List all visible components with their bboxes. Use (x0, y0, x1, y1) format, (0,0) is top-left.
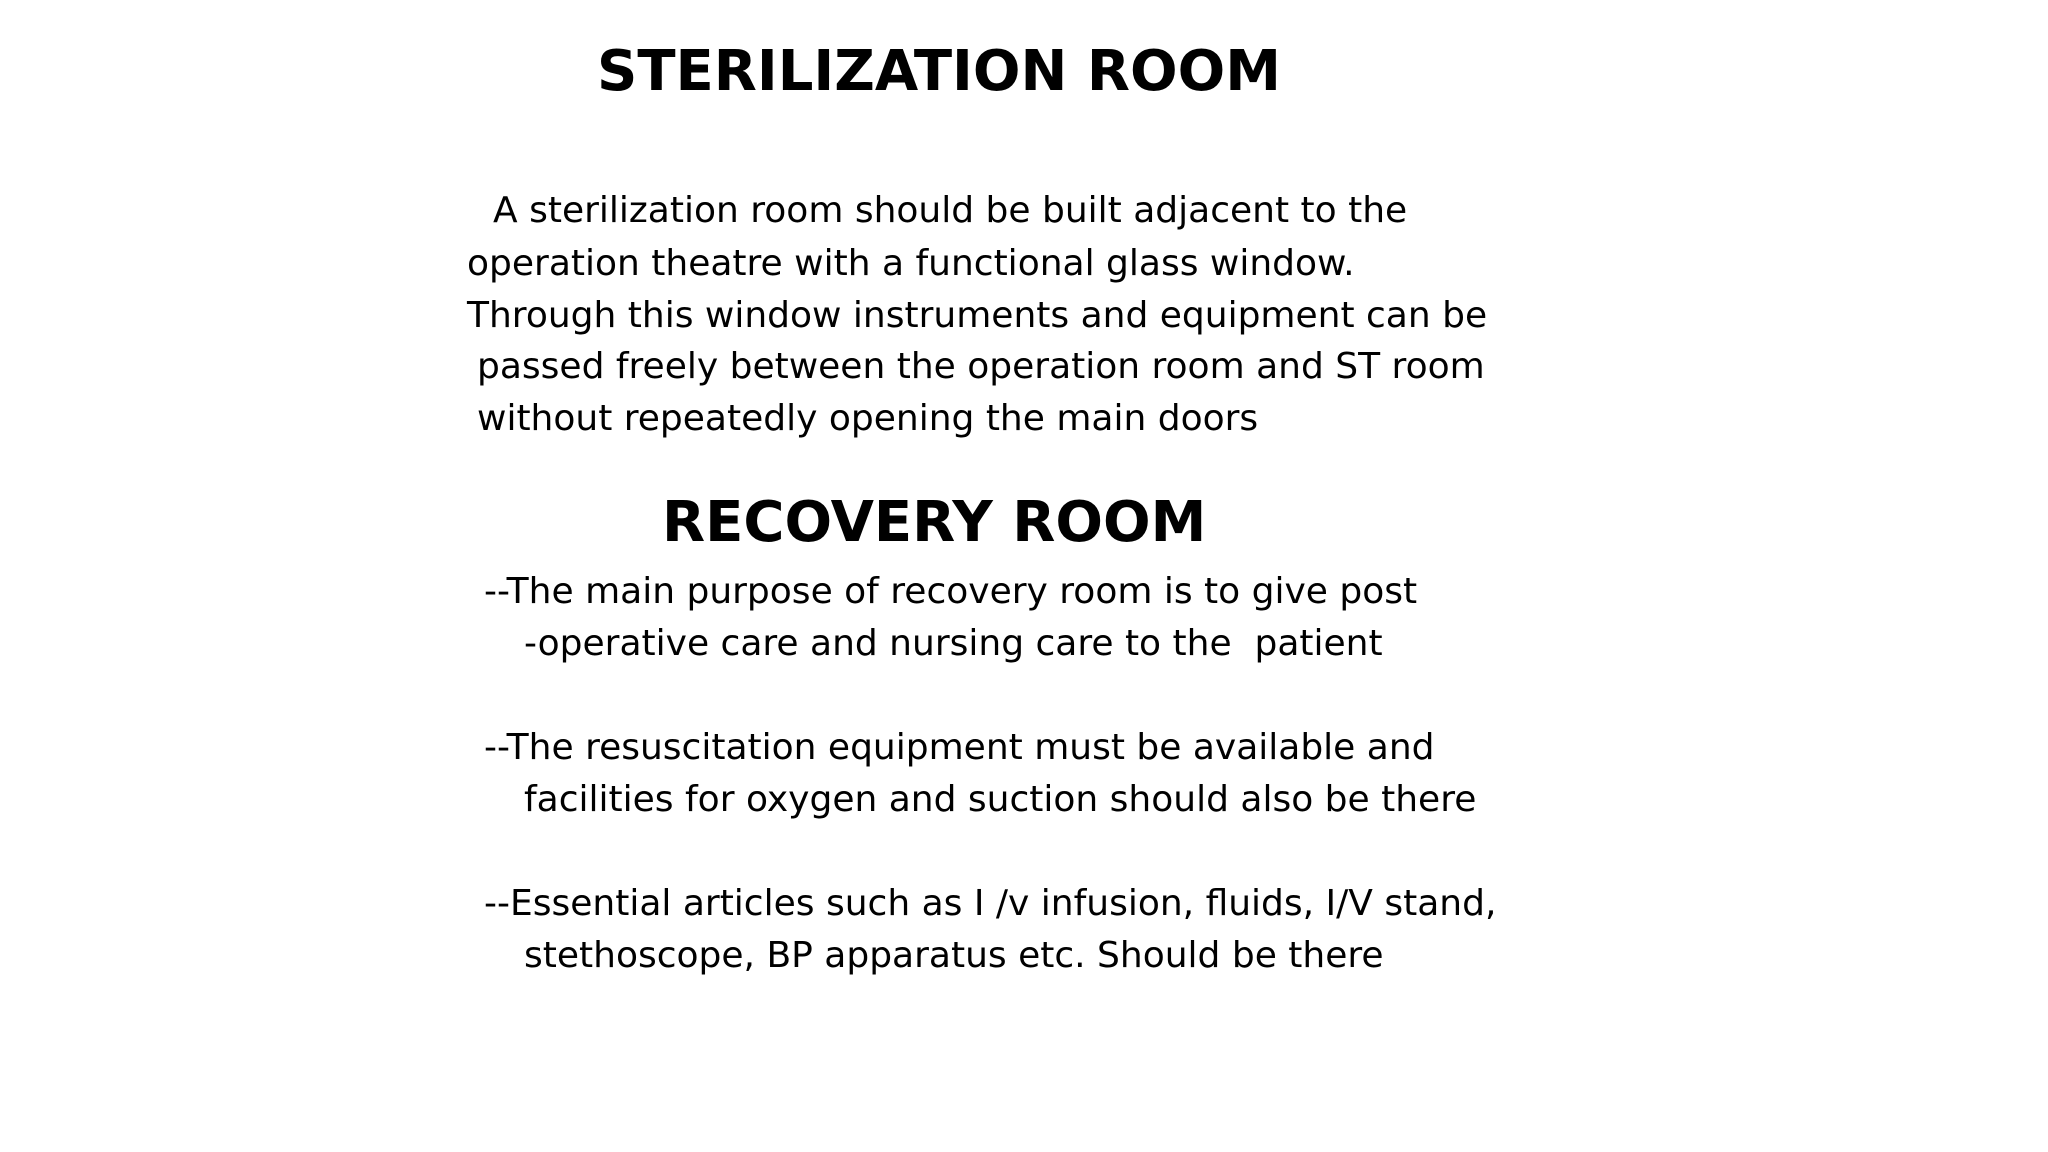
recovery-bullet-line: --The resuscitation equipment must be available and (484, 727, 1435, 768)
sterilization-line: passed freely between the operation room and ST room (477, 346, 1485, 387)
recovery-bullet-line: --The main purpose of recovery room is to give post (484, 571, 1418, 612)
recovery-bullet-line: facilities for oxygen and suction should also be there (524, 779, 1477, 820)
recovery-bullet-line: --Essential articles such as I /v infusion, fluids, I/V stand, (484, 883, 1497, 924)
sterilization-room-heading: STERILIZATION ROOM (597, 39, 1281, 104)
recovery-room-heading: RECOVERY ROOM (662, 490, 1207, 555)
sterilization-line: without repeatedly opening the main doors (477, 398, 1259, 439)
sterilization-line: Through this window instruments and equipment can be (467, 295, 1488, 336)
recovery-bullet-line: -operative care and nursing care to the patient (524, 623, 1383, 664)
sterilization-line: operation theatre with a functional glass window. (467, 243, 1355, 284)
sterilization-line: A sterilization room should be built adjacent to the (493, 190, 1408, 231)
recovery-bullet-line: stethoscope, BP apparatus etc. Should be there (524, 935, 1384, 976)
